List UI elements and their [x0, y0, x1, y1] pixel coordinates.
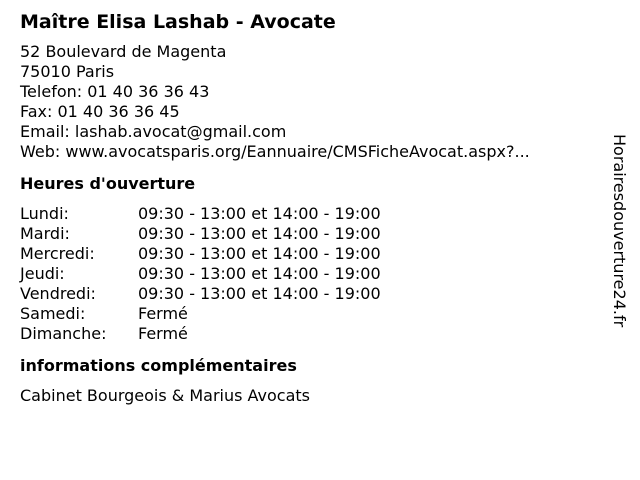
address-street: 52 Boulevard de Magenta [20, 42, 227, 61]
hours-time: 09:30 - 13:00 et 14:00 - 19:00 [138, 284, 381, 303]
address-city: 75010 Paris [20, 62, 115, 81]
hours-day: Samedi: [20, 304, 86, 323]
hours-row-wednesday [20, 244, 600, 264]
email-line: Email: lashab.avocat@gmail.com [20, 122, 287, 141]
hours-row-thursday [20, 264, 600, 284]
hours-row-monday [20, 204, 600, 224]
hours-time: 09:30 - 13:00 et 14:00 - 19:00 [138, 224, 381, 243]
hours-time: 09:30 - 13:00 et 14:00 - 19:00 [138, 204, 381, 223]
hours-day: Dimanche: [20, 324, 107, 343]
hours-heading: Heures d'ouverture [20, 174, 196, 193]
hours-day: Mercredi: [20, 244, 95, 263]
hours-row-sunday [20, 324, 600, 344]
hours-row-saturday [20, 304, 600, 324]
hours-time: 09:30 - 13:00 et 14:00 - 19:00 [138, 264, 381, 283]
info-text: Cabinet Bourgeois & Marius Avocats [20, 386, 311, 405]
page-title: Maître Elisa Lashab - Avocate [20, 11, 336, 33]
web-line: Web: www.avocatsparis.org/Eannuaire/CMSFicheAvocat.aspx?... [20, 142, 530, 161]
fax-line: Fax: 01 40 36 36 45 [20, 102, 180, 121]
hours-day: Mardi: [20, 224, 70, 243]
hours-day: Vendredi: [20, 284, 96, 303]
hours-row-tuesday [20, 224, 600, 244]
hours-time: Fermé [138, 324, 188, 343]
hours-day: Lundi: [20, 204, 69, 223]
hours-day: Jeudi: [20, 264, 65, 283]
hours-time: Fermé [138, 304, 188, 323]
info-heading: informations complémentaires [20, 356, 297, 375]
phone-line: Telefon: 01 40 36 36 43 [20, 82, 210, 101]
hours-table [20, 204, 600, 344]
hours-time: 09:30 - 13:00 et 14:00 - 19:00 [138, 244, 381, 263]
hours-row-friday [20, 284, 600, 304]
business-card [20, 10, 600, 406]
site-watermark: Horairesdouverture24.fr [610, 134, 629, 328]
